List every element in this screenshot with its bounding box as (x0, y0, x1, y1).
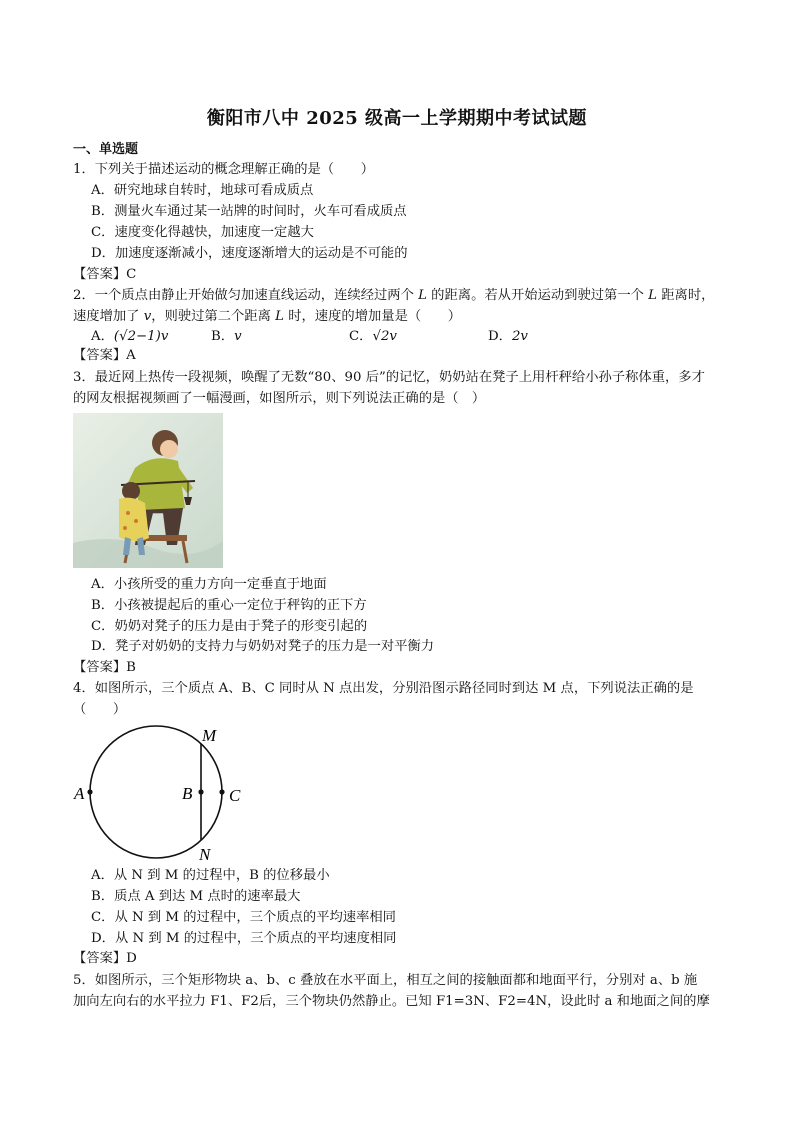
q5-stem-line1: 5．如图所示，三个矩形物块 a、b、c 叠放在水平面上，相互之间的接触面都和地面平行，分别对 a、b 施 (73, 973, 698, 988)
q2-text: 时，速度的增加量是（ ） (283, 309, 462, 324)
q4-option-a: A．从 N 到 M 的过程中，B 的位移最小 (91, 868, 330, 883)
q2-option-c (349, 327, 397, 347)
point-c-dot (219, 789, 224, 794)
label-m: M (202, 726, 217, 745)
q4-stem-line1: 4．如图所示，三个质点 A、B、C 同时从 N 点出发，分别沿图示路径同时到达 M 点，下列说法正确的是 (73, 681, 694, 696)
q2-option-a-prefix: A． (91, 329, 114, 344)
q2-text: 速度增加了 (73, 309, 144, 324)
q2-var-l: L (275, 309, 284, 324)
q4-option-b: B．质点 A 到达 M 点时的速率最大 (91, 889, 301, 904)
q4-option-d: D．从 N 到 M 的过程中，三个质点的平均速度相同 (91, 931, 397, 946)
grandma-weighing-illustration (73, 413, 223, 568)
q2-option-a-math: (√2−1)v (113, 329, 169, 344)
point-a-dot (87, 789, 92, 794)
exam-title: 衡阳市八中 2025 级高一上学期期中考试试题 (206, 108, 588, 129)
q3-option-c: C．奶奶对凳子的压力是由于凳子的形变引起的 (91, 619, 368, 634)
q2-option-d-prefix: D． (488, 329, 512, 344)
q3-option-a: A．小孩所受的重力方向一定垂直于地面 (91, 577, 327, 592)
q2-option-d-math: 2v (511, 329, 528, 344)
q1-option-d: D．加速度逐渐减小，速度逐渐增大的运动是不可能的 (91, 246, 408, 261)
q2-text: 2．一个质点由静止开始做匀加速直线运动，连续经过两个 (73, 288, 419, 303)
q4-answer: 【答案】D (73, 951, 137, 966)
q4-stem-line2: （ ） (73, 702, 127, 717)
section-heading: 一、单选题 (73, 142, 139, 157)
q2-option-b (211, 327, 242, 347)
q2-var-l: L (418, 288, 427, 303)
q3-option-d: D．凳子对奶奶的支持力与奶奶对凳子的压力是一对平衡力 (91, 639, 435, 654)
q3-option-b: B．小孩被提起后的重心一定位于秤钩的正下方 (91, 598, 367, 613)
q2-option-c-math: √2v (372, 329, 397, 344)
q4-option-c: C．从 N 到 M 的过程中，三个质点的平均速率相同 (91, 910, 396, 925)
q1-option-b: B．测量火车通过某一站牌的时间时，火车可看成质点 (91, 204, 407, 219)
q3-stem-line2: 的网友根据视频画了一幅漫画，如图所示，则下列说法正确的是（ ） (73, 391, 486, 406)
label-a: A (74, 784, 85, 803)
circle-path-figure (70, 722, 250, 867)
q1-stem: 1．下列关于描述运动的概念理解正确的是（ ） (73, 162, 374, 177)
q2-answer: 【答案】A (73, 348, 136, 363)
q1-answer: 【答案】C (73, 267, 137, 282)
q5-stem-line2: 加向左向右的水平拉力 F1、F2后，三个物块仍然静止。已知 F1=3N、F2=4N，设此时 a 和地面之间的摩 (73, 994, 710, 1009)
label-n: N (199, 845, 211, 864)
q2-option-b-prefix: B． (211, 329, 235, 344)
q2-stem-line2 (73, 307, 461, 327)
point-b-dot (198, 789, 203, 794)
label-c: C (229, 786, 241, 805)
q1-option-c: C．速度变化得越快，加速度一定越大 (91, 225, 314, 240)
q3-stem-line1: 3．最近网上热传一段视频，唤醒了无数“80、90 后”的记忆，奶奶站在凳子上用杆秤给小孙子称体重，多才 (73, 370, 705, 385)
q2-option-b-math: v (234, 329, 242, 344)
q1-option-a: A．研究地球自转时，地球可看成质点 (91, 183, 314, 198)
q2-option-c-prefix: C． (349, 329, 373, 344)
q2-var-v: v (143, 309, 152, 324)
q2-stem-line1 (73, 286, 714, 306)
q2-option-d (488, 327, 528, 347)
q2-text: 距离时， (657, 288, 715, 303)
q2-text: ，则驶过第二个距离 (151, 309, 276, 324)
q3-answer: 【答案】B (73, 660, 136, 675)
q2-text: 的距离。若从开始运动到驶过第一个 (426, 288, 649, 303)
label-b: B (182, 784, 193, 803)
q2-option-a (91, 327, 168, 347)
q2-var-l: L (648, 288, 657, 303)
